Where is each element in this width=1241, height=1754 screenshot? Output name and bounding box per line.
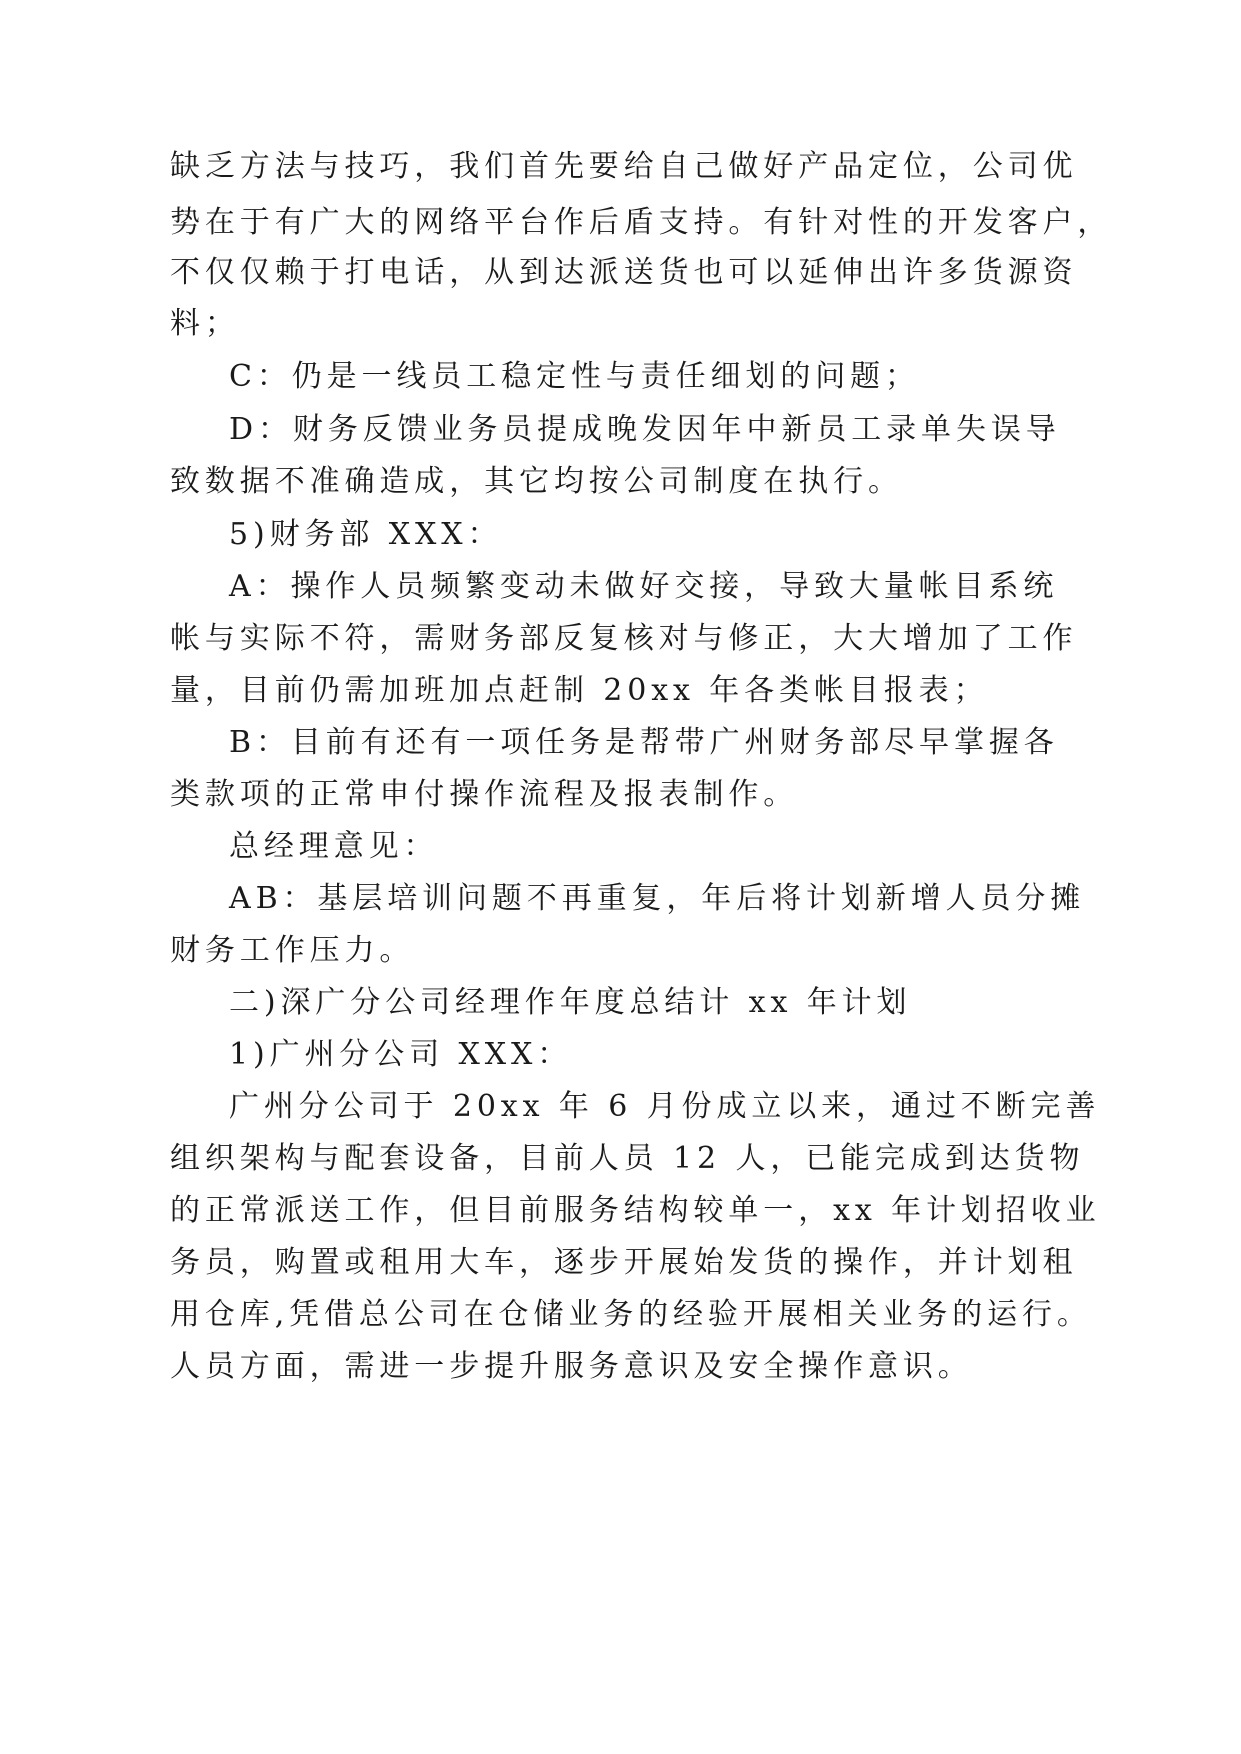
text-line: 致数据不准确造成，其它均按公司制度在执行。 bbox=[170, 464, 903, 499]
text-line: 财务工作压力。 bbox=[170, 933, 415, 968]
text-line: 料； bbox=[170, 306, 240, 341]
text-line: 帐与实际不符，需财务部反复核对与修正，大大增加了工作 bbox=[170, 621, 1078, 656]
text-line: 势在于有广大的网络平台作后盾支持。有针对性的开发客户， bbox=[170, 205, 1113, 240]
text-line: 组织架构与配套设备，目前人员 12 人，已能完成到达货物 bbox=[170, 1141, 1085, 1176]
text-line: 量，目前仍需加班加点赶制 20xx 年各类帐目报表； bbox=[170, 673, 989, 708]
text-line: AB：基层培训问题不再重复，年后将计划新增人员分摊 bbox=[229, 881, 1086, 916]
text-line: 务员，购置或租用大车，逐步开展始发货的操作，并计划租 bbox=[170, 1245, 1078, 1280]
text-line: 不仅仅赖于打电话，从到达派送货也可以延伸出许多货源资 bbox=[170, 255, 1078, 290]
text-line: 广州分公司于 20xx 年 6 月份成立以来，通过不断完善 bbox=[229, 1089, 1101, 1124]
text-line: 二)深广分公司经理作年度总结计 xx 年计划 bbox=[229, 985, 912, 1020]
text-line: A：操作人员频繁变动未做好交接，导致大量帐目系统 bbox=[229, 569, 1059, 604]
text-line: 的正常派送工作，但目前服务结构较单一，xx 年计划招收业 bbox=[170, 1193, 1101, 1228]
text-line: 用仓库,凭借总公司在仓储业务的经验开展相关业务的运行。 bbox=[170, 1297, 1092, 1332]
text-line: 总经理意见： bbox=[229, 829, 439, 864]
text-line: 人员方面，需进一步提升服务意识及安全操作意识。 bbox=[170, 1349, 973, 1384]
text-line: 1)广州分公司 XXX： bbox=[229, 1037, 573, 1072]
text-line: 类款项的正常申付操作流程及报表制作。 bbox=[170, 777, 799, 812]
text-line: 5)财务部 XXX： bbox=[229, 517, 503, 552]
text-line: B：目前有还有一项任务是帮带广州财务部尽早掌握各 bbox=[229, 725, 1059, 760]
text-line: 缺乏方法与技巧，我们首先要给自己做好产品定位，公司优 bbox=[170, 149, 1078, 184]
text-line: D：财务反馈业务员提成晚发因年中新员工录单失误导 bbox=[229, 412, 1061, 447]
text-line: C：仍是一线员工稳定性与责任细划的问题； bbox=[229, 359, 920, 394]
